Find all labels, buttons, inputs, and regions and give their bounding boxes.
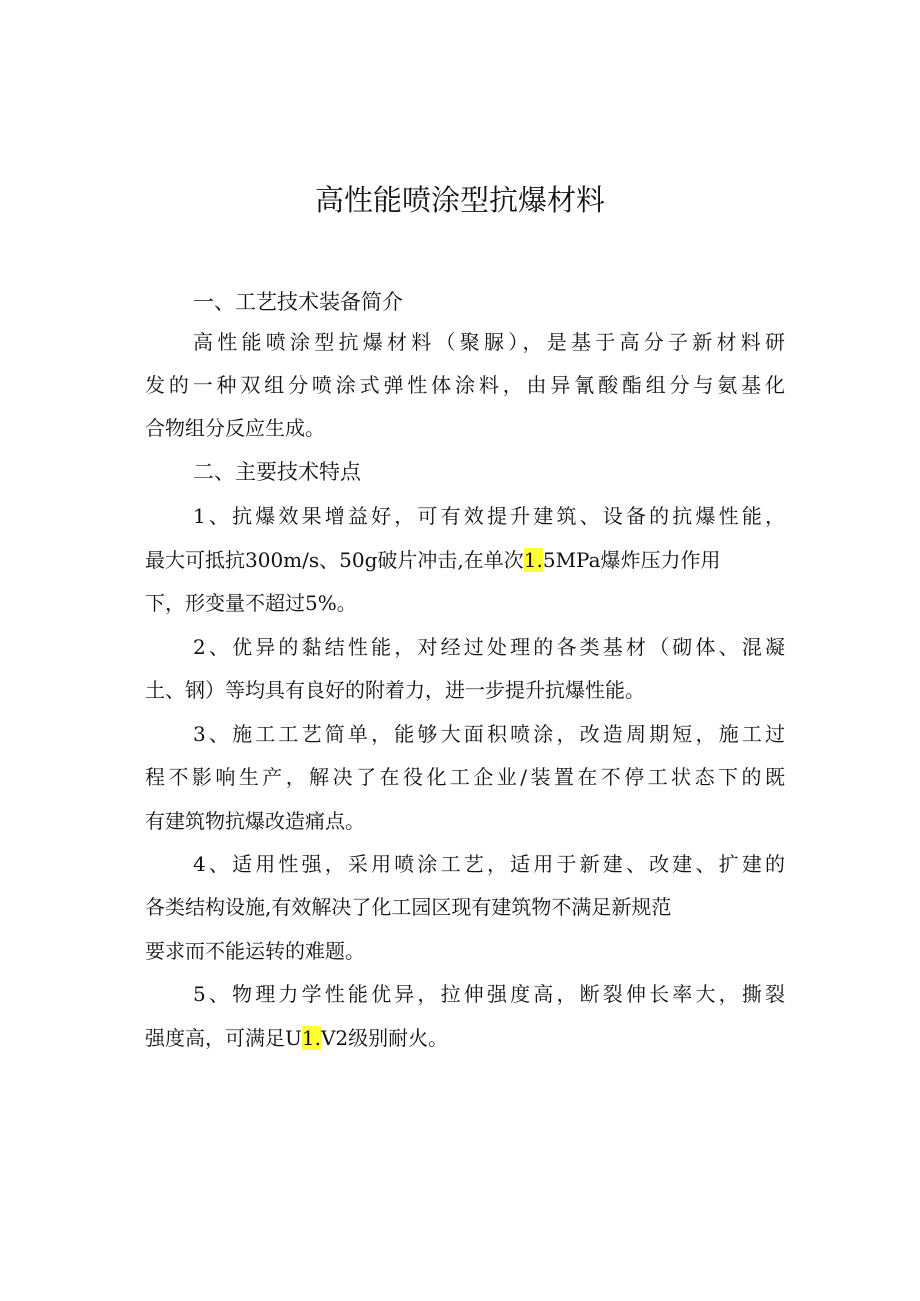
item-4-line: 各类结构设施,有效解决了化工园区现有建筑物不满足新规范: [145, 895, 672, 919]
paragraph-line: 发的一种双组分喷涂式弹性体涂料，由异氰酸酯组分与氨基化: [145, 373, 785, 397]
section-heading-intro: 一、工艺技术装备简介: [193, 290, 403, 314]
item-5-line: 5、物理力学性能优异，拉伸强度高，断裂伸长率大，撕裂: [193, 982, 785, 1006]
text-run: 强度高，可满足U: [145, 1026, 302, 1050]
document-title: 高性能喷涂型抗爆材料: [314, 183, 605, 217]
text-run: 最大可抵抗300m/s、50g破片冲击,在单次: [145, 548, 524, 572]
item-1-line: 1、抗爆效果增益好，可有效提升建筑、设备的抗爆性能，: [193, 504, 785, 528]
item-5-line-highlighted: [145, 1021, 785, 1055]
text-run: V2级别耐火。: [320, 1026, 449, 1050]
section-heading-features: 二、主要技术特点: [193, 460, 361, 484]
item-4-line: 4、适用性强，采用喷涂工艺，适用于新建、改建、扩建的: [193, 852, 785, 876]
paragraph-line: 合物组分反应生成。: [145, 416, 325, 440]
paragraph-line: 高性能喷涂型抗爆材料（聚脲），是基于高分子新材料研: [193, 330, 785, 354]
item-3-line: 有建筑物抗爆改造痛点。: [145, 809, 365, 833]
item-1-line-highlighted: [145, 543, 785, 577]
item-3-line: 3、施工工艺简单，能够大面积喷涂，改造周期短，施工过: [193, 722, 785, 746]
item-1-line: 下，形变量不超过5%。: [145, 591, 357, 615]
text-run: 5MPa爆炸压力作用: [542, 548, 721, 572]
item-2-line: 土、钢）等均具有良好的附着力，进一步提升抗爆性能。: [145, 678, 645, 702]
item-2-line: 2、优异的黏结性能，对经过处理的各类基材（砌体、混凝: [193, 635, 785, 659]
item-3-line: 程不影响生产，解决了在役化工企业/装置在不停工状态下的既: [145, 765, 785, 789]
highlighted-text: 1.: [523, 548, 543, 572]
highlighted-text: 1.: [301, 1026, 321, 1050]
item-4-line: 要求而不能运转的难题。: [145, 939, 365, 963]
